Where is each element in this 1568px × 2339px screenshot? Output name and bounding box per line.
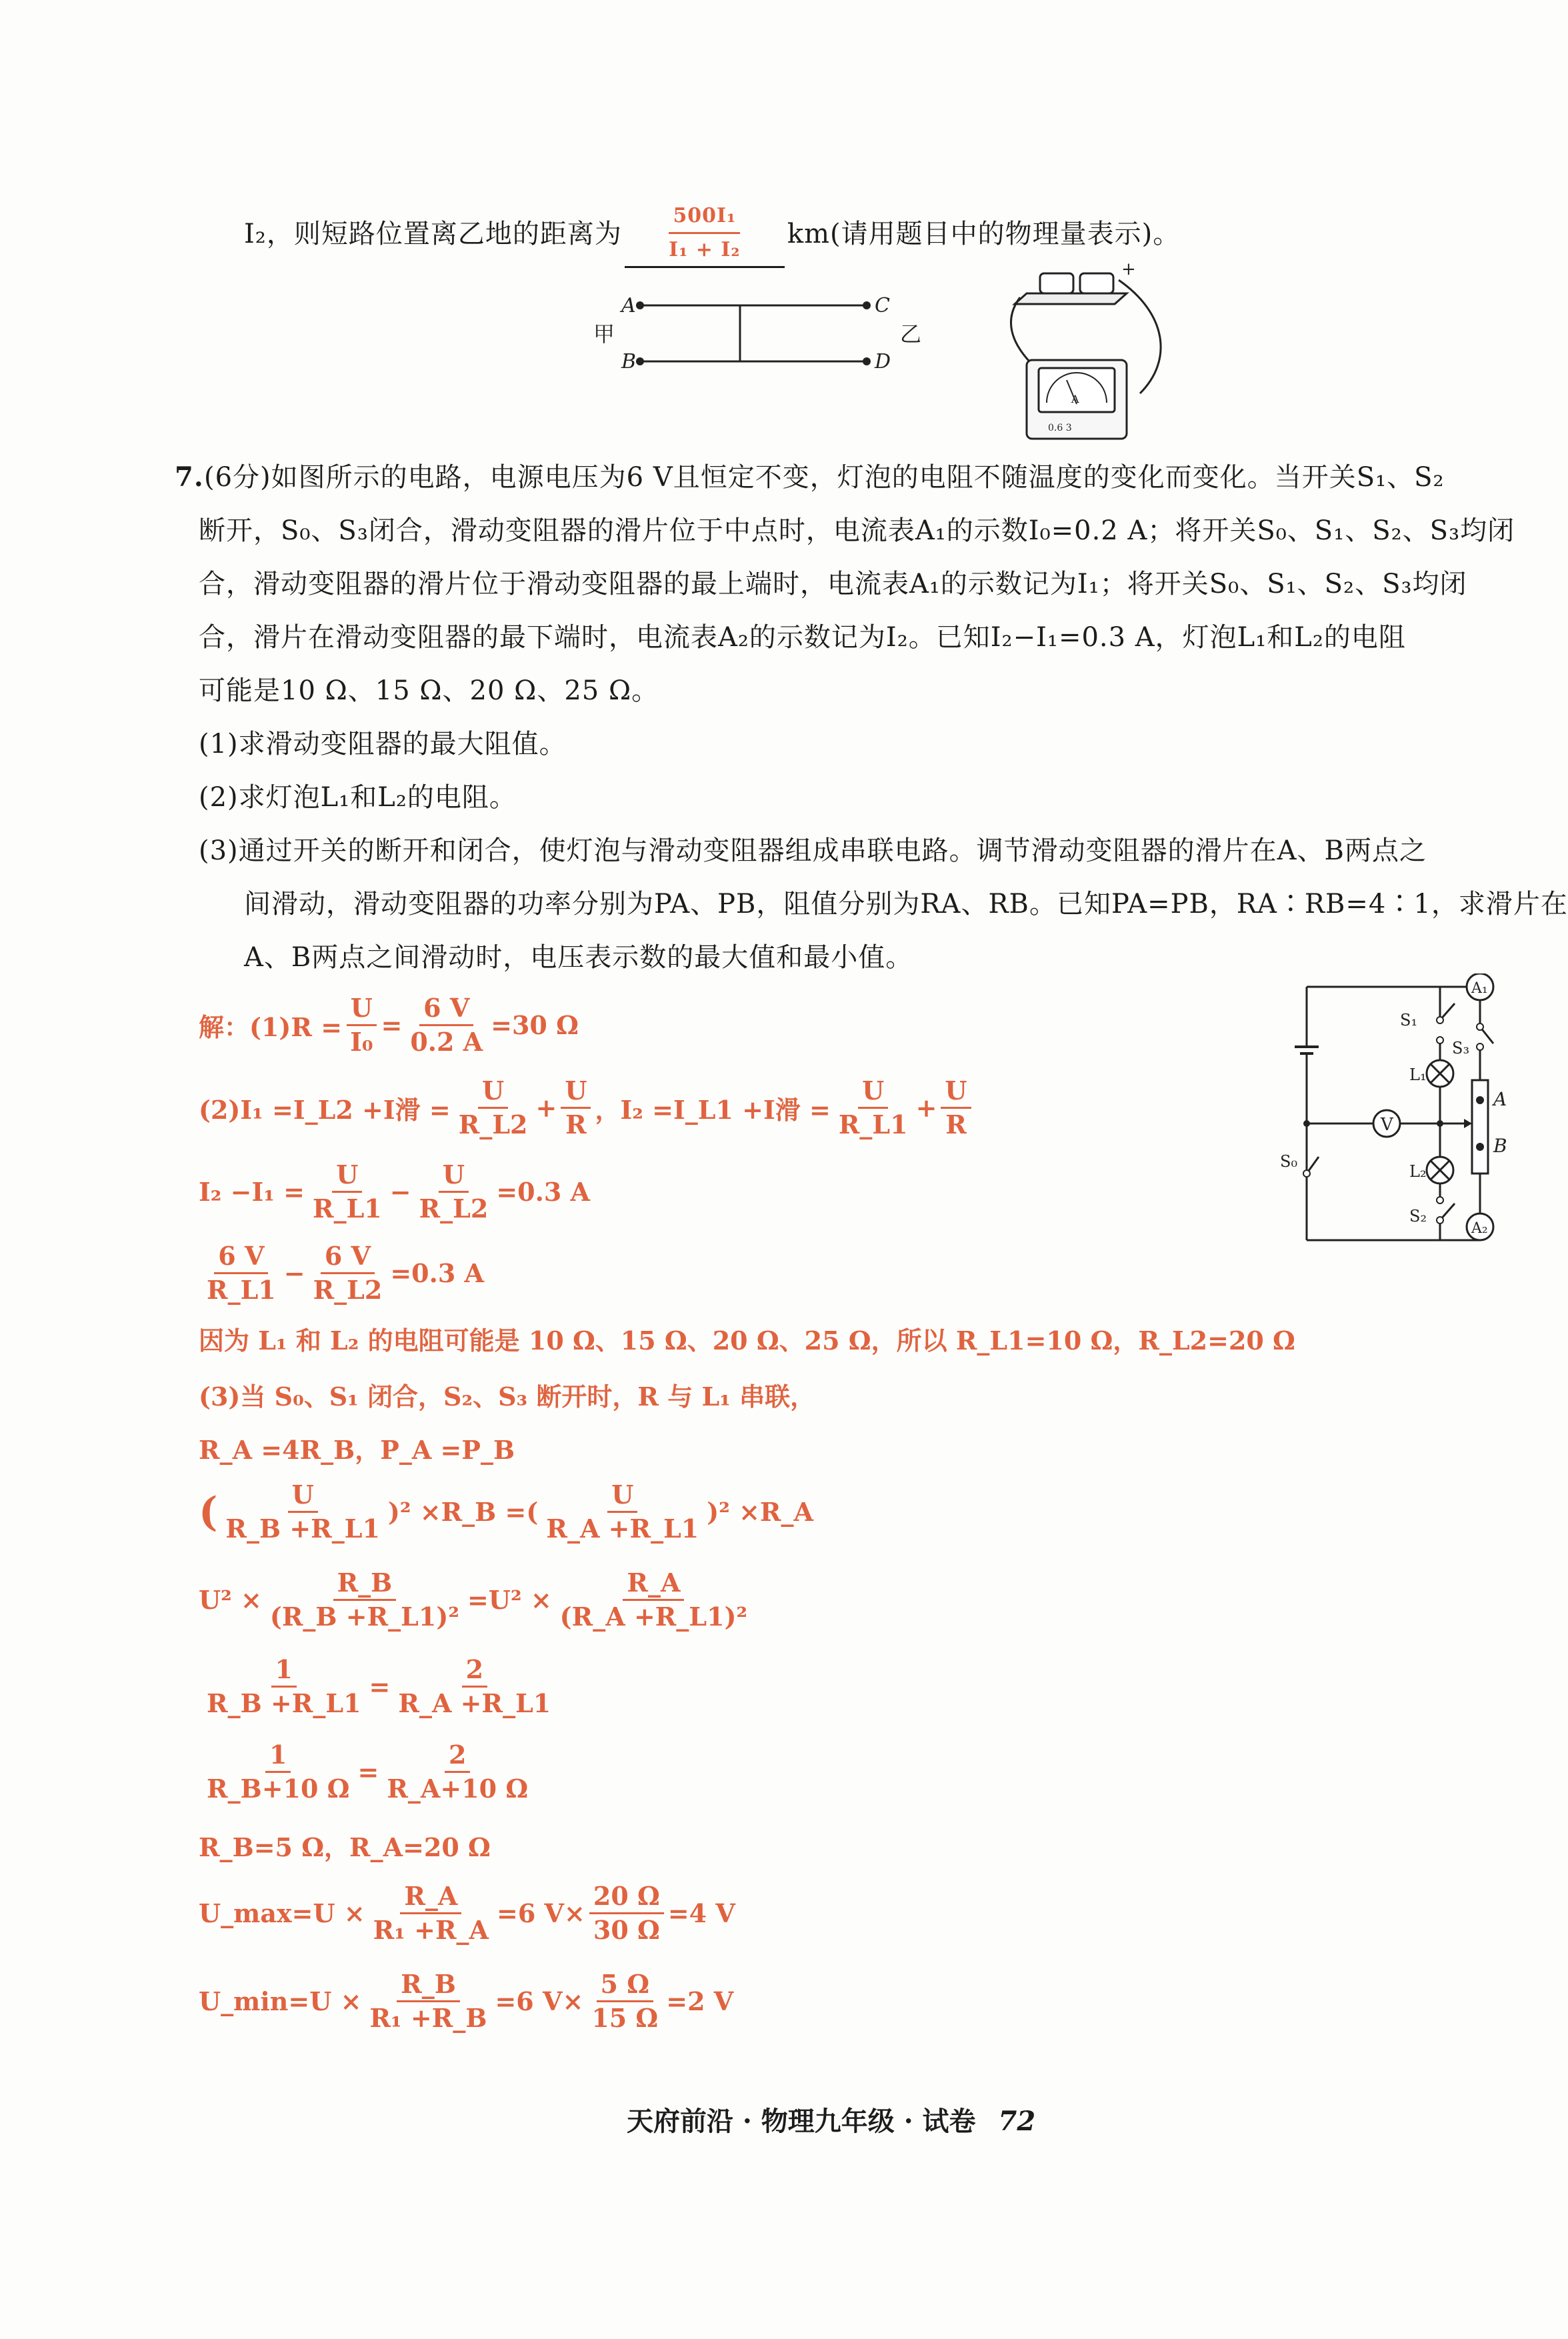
q6-tail [244,200,1180,268]
q7-sub3-line-2: 间滑动，滑动变阻器的功率分别为PA、PB，阻值分别为RA、RB。已知PA=PB，RA∶RB=4∶1，求滑片在 [244,889,1568,919]
lamp-l1-label: L₁ [1409,1065,1427,1084]
den: R [945,1109,967,1139]
sol-l9-b: =U² × [467,1585,552,1615]
sol-l11-eq: = [357,1757,379,1787]
label-jia: 甲 [593,321,615,347]
den: R_L2 [419,1194,489,1224]
sol-l2-frac2 [561,1075,591,1141]
q7-sub3-line-3: A、B两点之间滑动时，电压表示数的最大值和最小值。 [244,942,913,973]
sol-l14-b: =6 V× [495,1986,584,2016]
num: 1 [271,1654,297,1688]
den: R [565,1109,587,1139]
label-c: C [875,294,890,317]
q7-stem-line-1: (6分)如图所示的电路，电源电压为6 V且恒定不变，灯泡的电阻不随温度的变化而变化。当开关S₁、S₂ [204,462,1445,493]
sol-l2-plus2: + [915,1093,937,1123]
sol-l3-frac1 [309,1159,386,1225]
sol-line-6: (3)当 S₀、S₁ 闭合，S₂、S₃ 断开时，R 与 L₁ 串联， [199,1382,816,1412]
q7-sub1: (1)求滑动变阻器的最大阻值。 [199,729,567,759]
q7-stem-line-2: 断开，S₀、S₃闭合，滑动变阻器的滑片位于中点时，电流表A₁的示数I₀=0.2 A；将开关S₀、S₁、S₂、S₃均闭 [199,515,1515,546]
q7-circuit-diagram [1280,973,1520,1254]
footer [627,2100,1035,2138]
sol-l4-minus: − [283,1258,305,1288]
den: 0.2 A [410,1027,483,1057]
ammeter-a1-label: A₁ [1471,980,1488,997]
q7-number: 7. [175,461,204,493]
sol-l4-frac2 [309,1240,387,1306]
num: 20 Ω [589,1880,664,1914]
q6-wire-diagram [587,280,933,400]
sol-l14-end: =2 V [666,1986,734,2016]
sol-l13-frac1 [369,1880,493,1946]
sol-l2-frac4 [941,1075,971,1141]
sol-line-3 [199,1159,590,1225]
num: 6 V [214,1240,268,1274]
num: U [332,1159,362,1193]
q7-stem-line-3: 合，滑动变阻器的滑片位于滑动变阻器的最上端时，电流表A₁的示数记为I₁；将开关S₀、S₁、S₂、S₃均闭 [199,569,1467,599]
label-d: D [875,350,891,373]
den: R₁ +R_A [373,1915,489,1945]
label-yi: 乙 [900,321,922,347]
sol-l14-a: U_min=U × [199,1986,362,2016]
den: R_L2 [458,1109,528,1139]
label-a: A [621,294,636,317]
sol-line-10 [199,1654,559,1720]
q7-sub3-line-1: (3)通过开关的断开和闭合，使灯泡与滑动变阻器组成串联电路。调节滑动变阻器的滑片在A、B两点之 [199,835,1427,866]
sol-l3-frac2 [415,1159,493,1225]
page-number: 72 [998,2106,1036,2137]
den: 30 Ω [593,1915,660,1945]
battery-plus: + [1121,260,1136,279]
den: R_B +R_L1 [225,1514,380,1544]
q7-sub2: (2)求灯泡L₁和L₂的电阻。 [199,782,517,813]
den: R_A +R_L1 [398,1688,551,1718]
den: R₁ +R_B [369,2003,487,2033]
sol-l2-a: (2)I₁ =I_L2 +I滑 = [199,1095,451,1125]
battery-base [1015,293,1127,304]
switch-s3-label: S₃ [1452,1039,1470,1057]
sol-line-14 [199,1968,733,2034]
sol-l1-end: =30 Ω [491,1010,579,1040]
den: R_L1 [207,1275,276,1305]
q6-answer-blank [625,200,785,268]
num: R_A [400,1880,461,1914]
sol-l9-a: U² × [199,1585,262,1615]
sol-l1-prefix: 解：(1)R = [199,1012,343,1042]
den: (R_B +R_L1)² [269,1602,459,1632]
sol-l4-frac1 [203,1240,280,1306]
sol-l2-b: ，I₂ =I_L1 +I滑 = [595,1095,831,1125]
den: (R_A +R_L1)² [559,1602,748,1632]
q6-meter-diagram [973,260,1187,453]
q6-prefix: I₂，则短路位置离乙地的距离为 [244,219,622,249]
sol-l8-mid: )² ×R_B =( [387,1497,539,1527]
num: U [561,1075,591,1109]
den: R_L2 [313,1275,383,1305]
sol-l2-frac1 [455,1075,532,1141]
sol-line-13 [199,1880,735,1946]
sol-l14-frac1 [365,1968,491,2034]
q7-stem-line-4: 合，滑片在滑动变阻器的最下端时，电流表A₂的示数记为I₂。已知I₂−I₁=0.3 A，灯泡L₁和L₂的电阻 [199,622,1406,653]
sol-line-12: R_B=5 Ω，R_A=20 Ω [199,1832,491,1862]
sol-l3-a: I₂ −I₁ = [199,1177,305,1207]
sol-l3-end: =0.3 A [496,1177,590,1207]
switch-s1-label: S₁ [1400,1011,1418,1029]
q7-stem-line-5: 可能是10 Ω、15 Ω、20 Ω、25 Ω。 [199,675,659,706]
sol-l8-open: ( [199,1488,218,1536]
sol-l10-frac2 [394,1654,555,1720]
switch-s2-label: S₂ [1409,1207,1427,1226]
voltmeter-label: V [1381,1115,1393,1135]
lamp-l1 [1427,1060,1453,1087]
sol-l13-end: =4 V [667,1898,735,1928]
sol-line-1 [199,992,579,1058]
num: 2 [462,1654,487,1688]
sol-l8-frac2 [542,1479,703,1545]
label-b: B [621,350,637,373]
num: U [858,1075,888,1109]
num: U [478,1075,508,1109]
switch-s0-label: S₀ [1280,1152,1298,1171]
num: 5 Ω [597,1968,654,2002]
sol-l11-frac2 [383,1739,532,1805]
battery-cell-1 [1040,273,1073,293]
den: I₀ [350,1027,373,1057]
ammeter-symbol: A [1071,393,1079,405]
sol-l1-frac2 [406,992,487,1058]
num: 2 [445,1739,470,1773]
den: R_L1 [838,1109,908,1139]
sol-line-2 [199,1075,975,1141]
num: R_B [397,1968,460,2002]
den: 15 Ω [591,2003,659,2033]
num: 6 V [321,1240,375,1274]
sol-l13-b: =6 V× [497,1898,585,1928]
sol-l11-frac1 [203,1739,353,1805]
num: U [439,1159,469,1193]
point-b-label: B [1493,1135,1507,1157]
num: U [347,992,377,1026]
q6-suffix: km(请用题目中的物理量表示)。 [787,219,1181,249]
sol-line-11 [199,1739,536,1805]
q6-answer-den: I₁ + I₂ [669,238,741,261]
num: R_B [333,1567,397,1601]
den: R_A +R_L1 [546,1514,699,1544]
lamp-l2 [1427,1157,1453,1184]
sol-l4-end: =0.3 A [390,1258,485,1288]
footer-text: 天府前沿 · 物理九年级 · 试卷 [627,2106,976,2137]
q6-answer-num: 500I₁ [669,200,740,234]
num: U [607,1479,637,1513]
num: U [288,1479,318,1513]
sol-l9-frac2 [556,1567,751,1633]
sol-l2-plus: + [535,1093,557,1123]
lamp-l2-label: L₂ [1409,1162,1427,1181]
sol-l3-minus: − [389,1177,411,1207]
ammeter-a2-label: A₂ [1471,1220,1488,1237]
sol-l8-end: )² ×R_A [707,1497,813,1527]
ammeter-scale: 0.6 3 [1048,423,1072,433]
sol-l1-eq: = [381,1010,403,1040]
sol-l13-a: U_max=U × [199,1898,365,1928]
num: U [941,1075,971,1109]
den: R_L1 [312,1194,382,1224]
battery-cell-2 [1080,273,1113,293]
den: R_B+10 Ω [207,1774,350,1804]
sol-l1-frac1 [346,992,377,1058]
den: R_A+10 Ω [387,1774,529,1804]
sol-l10-frac1 [203,1654,365,1720]
sol-l2-frac3 [835,1075,912,1141]
sol-line-8 [199,1479,813,1545]
sol-line-9 [199,1567,755,1633]
q6-answer-fraction [665,200,744,266]
sol-line-4 [199,1240,484,1306]
sol-line-7: R_A =4R_B，P_A =P_B [199,1435,515,1465]
num: R_A [623,1567,684,1601]
num: 1 [265,1739,291,1773]
sol-l8-frac1 [221,1479,384,1545]
num: 6 V [419,992,473,1026]
sol-l9-frac1 [266,1567,463,1633]
sol-l14-frac2 [587,1968,662,2034]
den: R_B +R_L1 [207,1688,361,1718]
sol-l13-frac2 [589,1880,664,1946]
sol-line-5: 因为 L₁ 和 L₂ 的电阻可能是 10 Ω、15 Ω、20 Ω、25 Ω，所以 R_L1=10 Ω，R_L2=20 Ω [199,1326,1295,1356]
rheostat [1472,1080,1488,1174]
sol-l10-eq: = [369,1672,391,1702]
point-a-label: A [1493,1088,1507,1110]
